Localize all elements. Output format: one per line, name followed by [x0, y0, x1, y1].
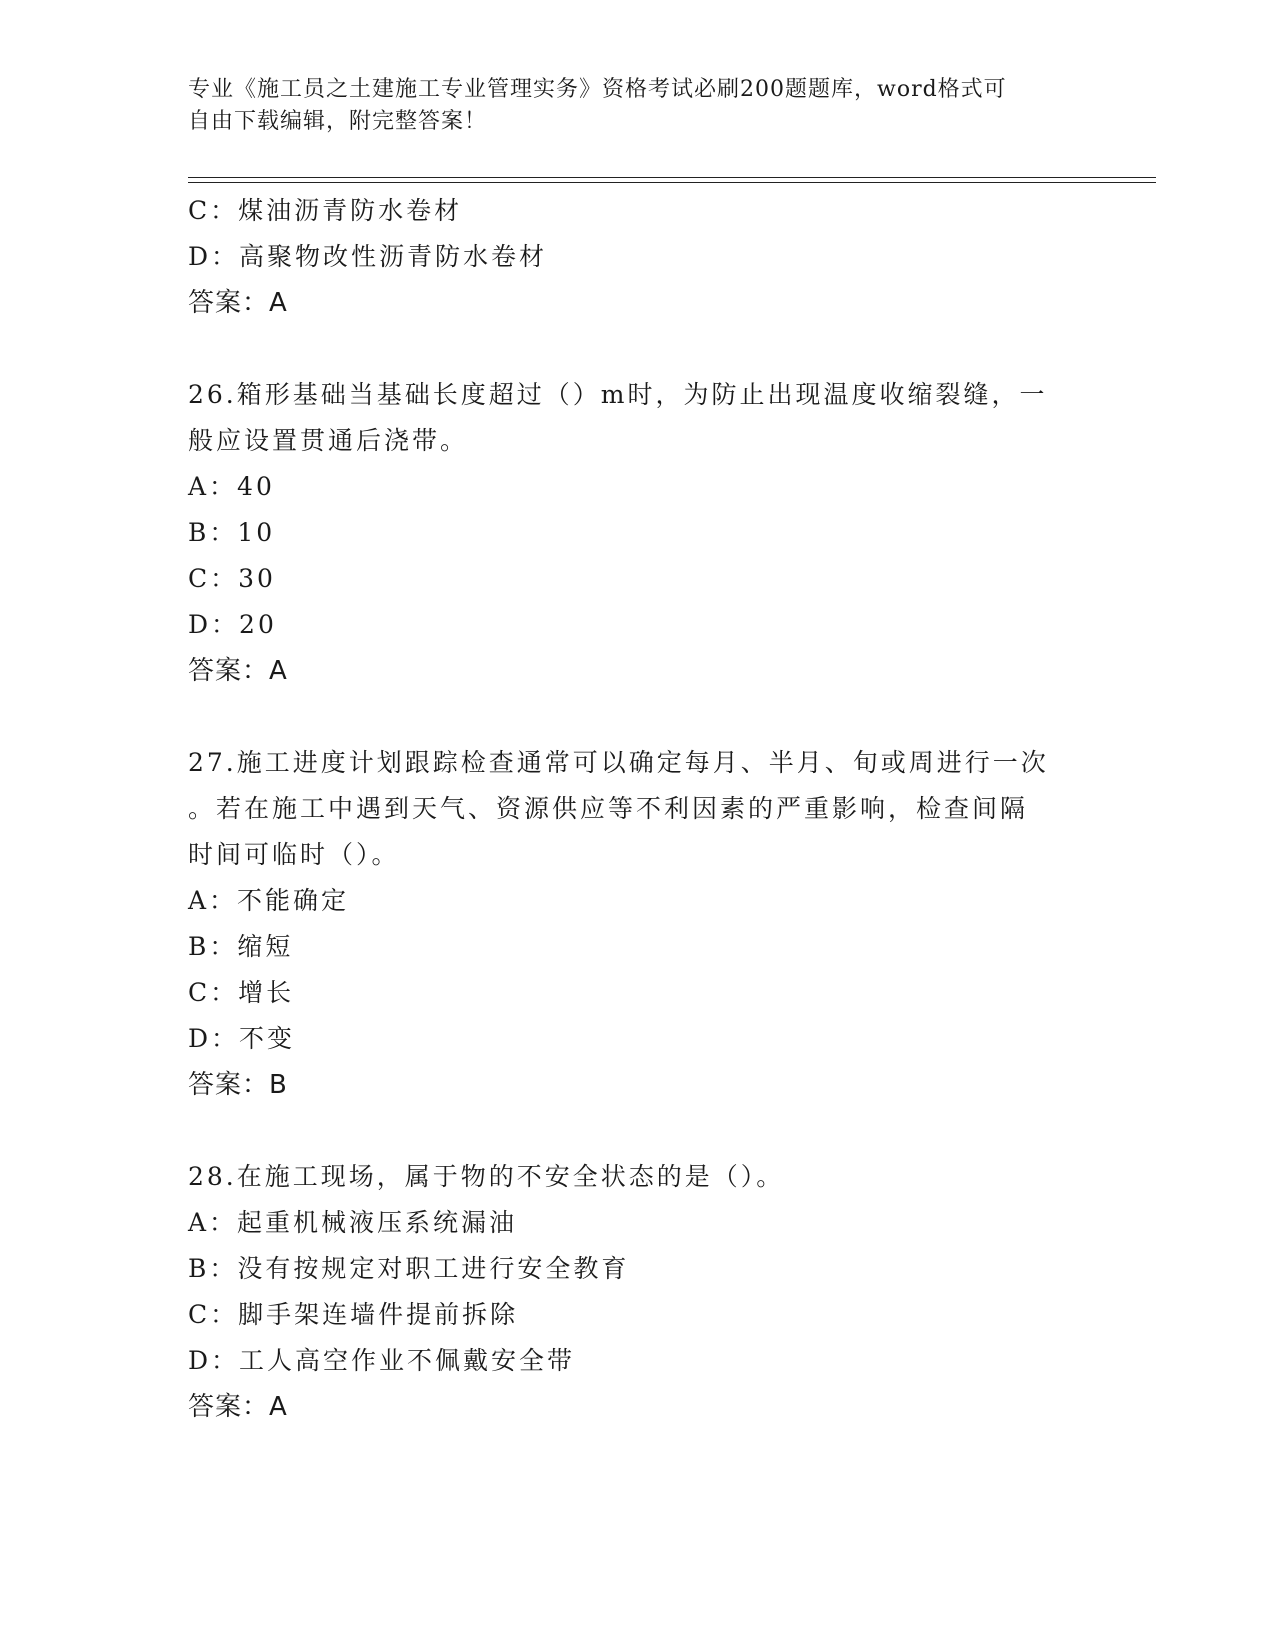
answer-line: 答案：A — [188, 288, 288, 318]
option-d: D：工人高空作业不佩戴安全带 — [188, 1346, 576, 1375]
header-line-1: 专业《施工员之土建施工专业管理实务》资格考试必刷200题题库，word格式可 — [188, 77, 1007, 102]
question-stem: 26.箱形基础当基础长度超过（）m时，为防止出现温度收缩裂缝，一 — [188, 380, 1048, 409]
header-rule-top — [188, 177, 1156, 178]
question-stem: 。若在施工中遇到天气、资源供应等不利因素的严重影响，检查间隔 — [188, 794, 1029, 823]
question-stem: 时间可临时（）。 — [188, 840, 400, 869]
header-rule-bottom — [188, 182, 1156, 183]
option-c: C：30 — [188, 564, 276, 593]
option-d: D：不变 — [188, 1024, 296, 1053]
spacer — [188, 326, 1088, 372]
option-c: C：增长 — [188, 978, 295, 1007]
question-25-tail — [188, 188, 1088, 326]
question-stem: 28.在施工现场，属于物的不安全状态的是（）。 — [188, 1162, 785, 1191]
question-stem: 般应设置贯通后浇带。 — [188, 426, 469, 455]
option-b: B：10 — [188, 518, 276, 547]
question-list — [188, 188, 1088, 1430]
question-26 — [188, 372, 1088, 694]
header-line-2: 自由下载编辑，附完整答案！ — [188, 109, 488, 134]
question-27 — [188, 740, 1088, 1108]
option-b: B：缩短 — [188, 932, 294, 961]
answer-line: 答案：A — [188, 656, 288, 686]
option-a: A：不能确定 — [188, 886, 350, 915]
option-d: D：20 — [188, 610, 277, 639]
question-28 — [188, 1154, 1088, 1430]
option-a: A：起重机械液压系统漏油 — [188, 1208, 518, 1237]
option-d: D：高聚物改性沥青防水卷材 — [188, 242, 548, 271]
option-a: A：40 — [188, 472, 275, 501]
question-stem: 27.施工进度计划跟踪检查通常可以确定每月、半月、旬或周进行一次 — [188, 748, 1049, 777]
document-header — [188, 74, 1068, 138]
option-c: C：脚手架连墙件提前拆除 — [188, 1300, 519, 1329]
answer-line: 答案：A — [188, 1392, 288, 1422]
spacer — [188, 694, 1088, 740]
option-b: B：没有按规定对职工进行安全教育 — [188, 1254, 630, 1283]
option-c: C：煤油沥青防水卷材 — [188, 196, 463, 225]
spacer — [188, 1108, 1088, 1154]
answer-line: 答案：B — [188, 1070, 288, 1100]
